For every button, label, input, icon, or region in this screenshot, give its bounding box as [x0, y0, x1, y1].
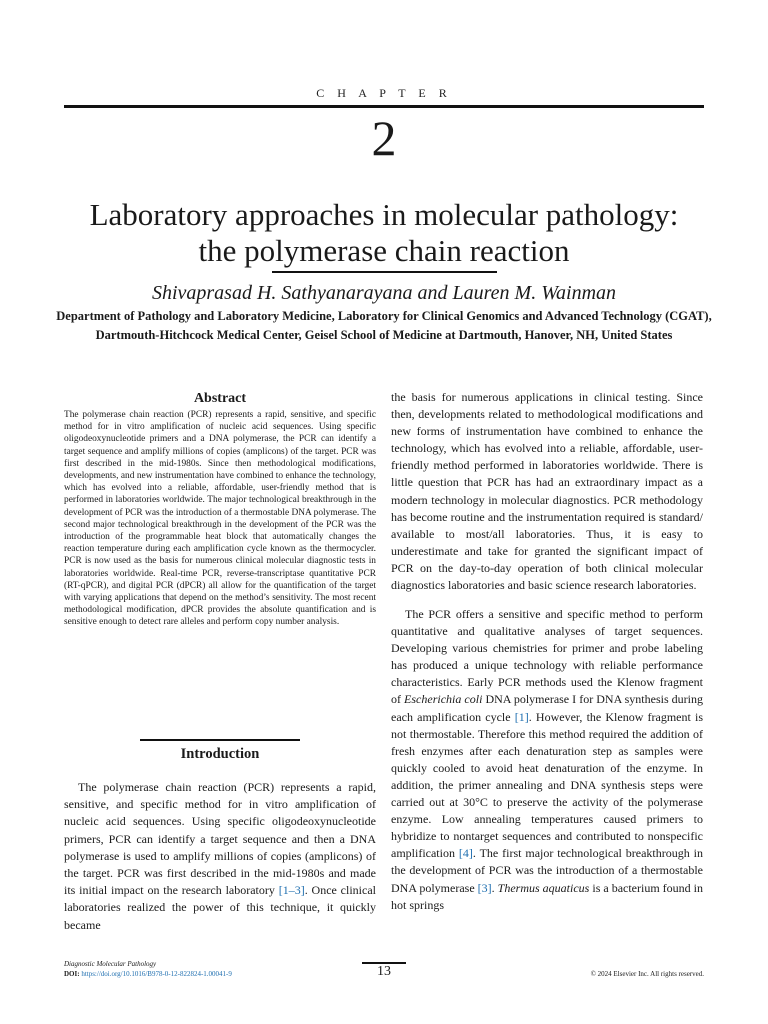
citation-link[interactable]: [4]	[458, 846, 473, 861]
abstract-heading: Abstract	[193, 391, 247, 406]
chapter-number: 2	[371, 110, 397, 166]
chapter-label: C H A P T E R	[316, 86, 452, 100]
introduction-heading: Introduction	[180, 746, 260, 762]
citation-link[interactable]: [1–3]	[278, 883, 305, 898]
right-column-paragraph-1: the basis for numerous applications in clinical testing. Since then, developments related to methodological modifications and new forms of instrumentation have combined to enhance the technology, which has evolved into a reliable, affordable, user-friendly method performed in laboratories worldwide. There is little question that PCR has had an extraordinary impact as a modern technology in molecular diagnostics. PCR methodology has become routine and the instrumentation required is standard/ available to most/all laboratories. Thus, it is easy to underestimate and take for granted the significant impact of PCR on the day-to-day operation of both clinical molecular diagnostics laboratories and basic science research laboratories.	[391, 390, 703, 593]
doi-label: DOI:	[64, 970, 80, 978]
title-line-2: the polymerase chain reaction	[198, 233, 570, 268]
top-rule	[64, 105, 704, 108]
footer-journal: Diagnostic Molecular Pathology	[64, 960, 157, 968]
abstract-body: The polymerase chain reaction (PCR) represents a rapid, sensitive, and specific method for in vitro amplification of nucleic acid sequences. Using specific oligodeoxynucleotide primers and a DNA polymerase, the PCR can identify a target sequence and amplify millions of copies (amplicons) of the target. PCR was first described in the mid-1980s. Since then methodological modifications, developments, and new instrumentation have combined to enhance the technology, which has evolved into a reliable, affordable, user-friendly method that is performed in laboratories worldwide. The major technological breakthrough in the development of PCR was the introduction of a thermostable DNA polymerase. The second major technological breakthrough in the development of the PCR was the introduction of the programmable heat block that automatically changes the reaction temperature during each amplification cycle known as the thermocycler. PCR is now used as the basis for numerous clinical molecular diagnostic tests in laboratories worldwide. Real-time PCR, reverse-transcriptase quantitative PCR (RT-qPCR), and digital PCR (dPCR) all allow for the quantification of the target with varying applications that depend on the method’s sensitivity. The most recent methodological modification, dPCR provides the absolute quantification and is sensitive enough to detect rare alleles and perform copy number analysis.	[64, 410, 376, 628]
p2-text-a: The PCR offers a sensitive and specific method to perform quantitative and qualitative analyses of target sequences. Developing various chemistries for primer and probe labeling has produced a unique technology with reliable performance characteristics. Early PCR methods used the Klenow fragment of	[391, 607, 703, 707]
species-name: Escherichia coli	[404, 692, 483, 707]
citation-link[interactable]: [1]	[514, 709, 529, 724]
species-name: Thermus aquaticus	[497, 880, 590, 895]
right-column-paragraph-2	[391, 606, 703, 914]
introduction-rule	[140, 739, 300, 741]
p2-text-d: . The first major technological breakthrough in the development of PCR was the introduction of a thermostable DNA polymerase	[391, 846, 704, 895]
p2-text-e: .	[491, 880, 498, 895]
intro-text-b: . Once clinical laboratories realized the power of this technique, it quickly became	[64, 883, 376, 932]
title-rule	[272, 271, 497, 273]
p2-text-f: is a bacterium found in hot springs	[391, 880, 704, 912]
page-number: 13	[377, 964, 391, 979]
doi-link[interactable]: https://doi.org/10.1016/B978-0-12-822824-1.00041-9	[81, 970, 232, 978]
chapter-title	[40, 197, 728, 269]
citation-link[interactable]: [3]	[477, 880, 492, 895]
affiliation: Department of Pathology and Laboratory Medicine, Laboratory for Clinical Genomics and Advanced Technology (CGAT), Dartmouth-Hitchcock Medical Center, Geisel School of Medicine at Dartmouth, Hanover, NH, United States	[56, 309, 712, 342]
intro-text-a: The polymerase chain reaction (PCR) represents a rapid, sensitive, and specific method for in vitro amplification of nucleic acid sequences. Using specific oligodeoxynucleotide primers, PCR can identify a target sequence and then a DNA polymerase is used to amplify millions of copies (amplicons) of the target. PCR was first described in the mid-1980s and made its initial impact on the research laboratory	[64, 780, 376, 898]
title-line-1: Laboratory approaches in molecular pathology:	[89, 197, 679, 232]
authors: Shivaprasad H. Sathyanarayana and Lauren M. Wainman	[151, 282, 617, 304]
p2-text-c: . However, the Klenow fragment is not thermostable. Therefore this method required the addition of fresh enzymes after each denaturation step as samples were quickly cooled to avoid heat denaturation of the enzyme. In addition, the primer annealing and DNA synthesis steps were carried out at 30°C to preserve the activity of the polymerase enzyme. Low annealing temperatures caused primers to hybridize to nontarget sequences and contributed to nonspecific amplification	[391, 709, 703, 861]
introduction-paragraph	[64, 779, 376, 934]
copyright: © 2024 Elsevier Inc. All rights reserved.	[590, 970, 704, 978]
p2-text-b: DNA polymerase I for DNA synthesis during each amplification cycle	[391, 692, 704, 724]
